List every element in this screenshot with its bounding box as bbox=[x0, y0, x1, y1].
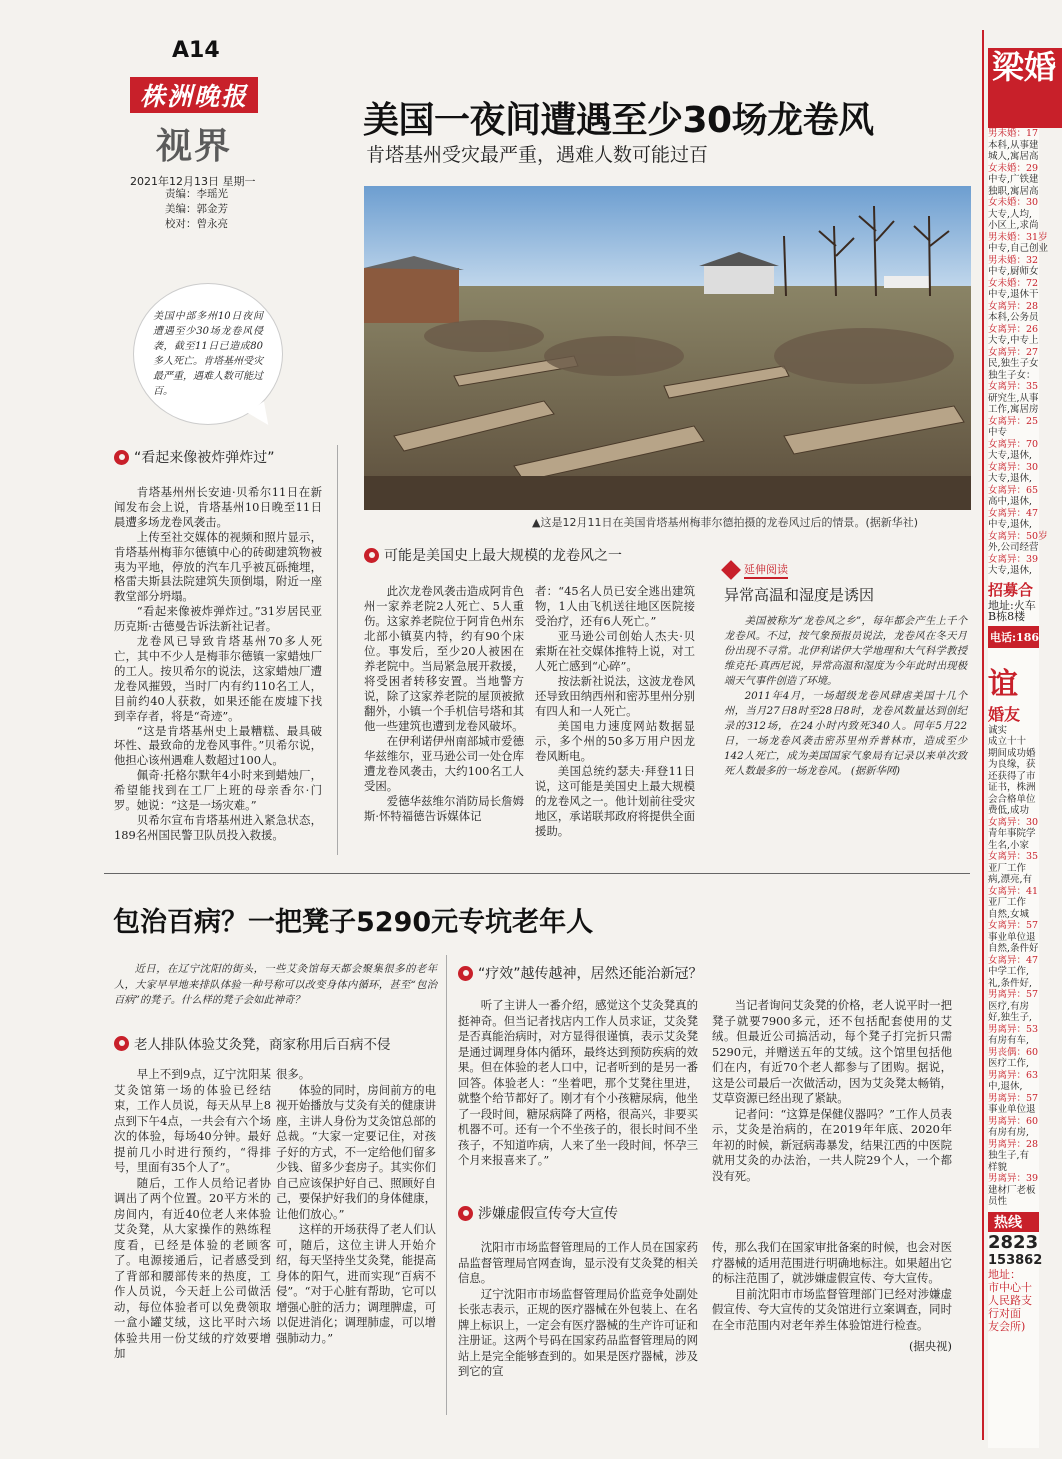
sidebar-hotline-label: 热线 bbox=[988, 1212, 1039, 1232]
sidebar-header2: 谊 bbox=[988, 666, 1018, 702]
sidebar-listing-row: 女离异：65 bbox=[988, 484, 1039, 496]
article-divider bbox=[104, 873, 970, 874]
column-divider bbox=[337, 445, 338, 855]
sidebar-listing-row: 中专,退休, bbox=[988, 519, 1033, 530]
article1-headline: 美国一夜间遭遇至少30场龙卷风 bbox=[363, 100, 874, 141]
sidebar-listing-row: 独职,寓居高 bbox=[988, 185, 1039, 197]
sidebar-listing-row: 民,独生子女 bbox=[988, 358, 1039, 369]
photo-caption: ▲这是12月11日在美国肯塔基州梅菲尔德拍摄的龙卷风过后的情景。(据新华社) bbox=[532, 516, 919, 529]
sidebar-listing-row: 男离异：39 bbox=[988, 1173, 1039, 1184]
sidebar-listing-row: 期间成功婚 bbox=[988, 747, 1036, 759]
sidebar-listing-row: 工作,寓居房 bbox=[988, 404, 1039, 415]
credit-designer: 美编：郭金芳 bbox=[165, 203, 228, 215]
sidebar-listing-row: 亚厂工作 bbox=[988, 897, 1027, 908]
sidebar-listing-row: 诚实 bbox=[988, 724, 1008, 736]
sidebar-listing-row: 女离异：25 bbox=[988, 415, 1039, 427]
sidebar-address-line: 市中心十 bbox=[988, 1280, 1032, 1294]
sidebar-listing-row: 事业单位退 bbox=[988, 931, 1036, 943]
paragraph: 在伊利诺伊州南部城市爱德华兹维尔，亚马逊公司一处仓库遭龙卷风袭击，大约100名工人受困。 bbox=[364, 734, 524, 793]
sidebar-listing-row: 女离异：47 bbox=[988, 507, 1039, 519]
sidebar-address-line: 友会所) bbox=[988, 1319, 1026, 1333]
paragraph: 这样的开场获得了老人们认可，随后，这位主讲人开始介绍，每天坚持坐艾灸凳，能提高身体的阳气，进而实现“百病不侵”。“对于心脏有帮助，它可以增强心脏的活力；调理脾虚，可以促进消化；调理肺虚，可以增强肺动力。” bbox=[276, 1222, 436, 1345]
paragraph: “这是肯塔基州史上最糟糕、最具破坏性、最致命的龙卷风事件。”贝希尔说，他担心该州遇难人数超过100人。 bbox=[114, 723, 322, 768]
sidebar-listing-row: 中专,退休干 bbox=[988, 289, 1039, 300]
sidebar-listing-row: 女离异：39 bbox=[988, 553, 1039, 565]
sidebar-listing-row: 样貌 bbox=[988, 1161, 1008, 1173]
paragraph: 者：“45名人员已安全逃出建筑物，1人由飞机送往地区医院接受治疗，还有6人死亡。” bbox=[535, 584, 695, 628]
section2-title: 可能是美国史上最大规模的龙卷风之一 bbox=[384, 548, 622, 564]
sidebar-listing-row: 青年事院学 bbox=[988, 828, 1036, 839]
sidebar-listing-row: 中学工作, bbox=[988, 966, 1030, 977]
section2-heading bbox=[364, 545, 622, 565]
sidebar-listing-row: 中专,广铁建 bbox=[988, 174, 1039, 185]
sidebar-phone: 电话:186 bbox=[988, 626, 1039, 648]
masthead-date: 2021年12月13日 星期一 bbox=[130, 175, 256, 188]
paragraph: (据央视) bbox=[908, 1339, 952, 1353]
credit-editor: 责编：李瑶光 bbox=[165, 188, 228, 200]
sidebar-listing-row: 独生子,有 bbox=[988, 1150, 1030, 1161]
sidebar-listing-row: 女离异：26 bbox=[988, 323, 1039, 335]
sidebar-address-line: 行对面 bbox=[988, 1306, 1021, 1320]
sidebar-listing-row: 大专,退休, bbox=[988, 450, 1033, 461]
tornado-aftermath-image bbox=[364, 186, 971, 510]
sidebar-listing-1 bbox=[988, 128, 1049, 577]
sidebar-listing-row: 中专,自己创业 bbox=[988, 243, 1049, 254]
sidebar-header1: 梁婚 bbox=[988, 48, 1062, 128]
a2-section2-heading bbox=[458, 963, 703, 983]
sidebar-listing-row: 女离异：28 bbox=[988, 300, 1039, 312]
sidebar-listing-row: 自然,条件好 bbox=[988, 943, 1039, 954]
sidebar-listing-row: 女离异：47 bbox=[988, 954, 1039, 966]
paragraph: 当记者询问艾灸凳的价格，老人说平时一把凳子就要7900多元，还不包括配套使用的艾绒。但最近公司搞活动，每个凳子打完折只需5290元，并赠送五年的艾绒。这个馆里包括他们在内，有近70个老人都参与了团购。据说，这是公司最后一次做活动，因为艾灸凳太畅销，艾草资源已经出现了紧缺。 bbox=[712, 998, 952, 1105]
sidebar-listing-row: 员性 bbox=[988, 1196, 1008, 1207]
sidebar-listing-row: 独生子女： bbox=[988, 369, 1036, 381]
sidebar-listing-row: 女未婚：29 bbox=[988, 162, 1039, 174]
tornado-photo bbox=[364, 186, 971, 510]
sidebar-listing-row: 男离异：63 bbox=[988, 1069, 1039, 1081]
sidebar-listing-row: 亚厂工作 bbox=[988, 862, 1027, 874]
sidebar-listing-row: 医疗,有房 bbox=[988, 1000, 1030, 1012]
paragraph: 贝希尔宣布肯塔基州进入紧急状态，189名州国民警卫队员投入救援。 bbox=[114, 812, 322, 842]
a2-section2-col2 bbox=[712, 998, 952, 1188]
a2-section3-heading bbox=[458, 1203, 618, 1223]
bullet-icon bbox=[458, 966, 473, 981]
bullet-icon bbox=[114, 1036, 129, 1051]
sidebar-listing-row: 高中,退休, bbox=[988, 496, 1033, 507]
sidebar-listing-row: 女离异：57 bbox=[988, 920, 1039, 931]
sidebar-listing-row: 男未婚：32 bbox=[988, 254, 1039, 266]
a2-section1-col1 bbox=[114, 1067, 271, 1415]
page-number: A14 bbox=[172, 38, 220, 63]
sidebar-listing-row: 中专 bbox=[988, 427, 1008, 438]
article1-section2-col2 bbox=[535, 584, 695, 852]
sidebar-listing-row: 男离异：57 bbox=[988, 1092, 1039, 1104]
sidebar-building: B栋8楼 bbox=[988, 610, 1026, 623]
a2-section1-heading bbox=[114, 1033, 391, 1053]
section1-heading bbox=[114, 447, 275, 467]
a2-section1-col2 bbox=[276, 1067, 436, 1415]
sidebar-listing-row: 女离异：27 bbox=[988, 346, 1039, 358]
section-label: 视界 bbox=[156, 125, 233, 167]
sidebar-listing-row: 外,公司经营 bbox=[988, 542, 1039, 553]
sidebar-listing-row: 中,退休, bbox=[988, 1081, 1023, 1092]
sidebar-listing-row: 男丧偶：60 bbox=[988, 1046, 1039, 1058]
sidebar-listing-row: 建材厂老板 bbox=[988, 1184, 1036, 1196]
sidebar-listing-row: 事业单位退 bbox=[988, 1104, 1036, 1115]
sidebar-listing-row: 女离异：30 bbox=[988, 816, 1039, 828]
credit-proofreader: 校对：曾永亮 bbox=[165, 218, 228, 230]
article2-intro: 近日，在辽宁沈阳的街头，一些艾灸馆每天都会聚集很多的老年人，大家早早地来排队体验一种号称可以改变身体内循环，甚至“包治百病”的凳子。什么样的凳子会如此神奇？ bbox=[114, 963, 437, 1006]
sidebar-listing-row: 大专,人均, bbox=[988, 208, 1033, 220]
sidebar-hotline1: 2823 bbox=[988, 1231, 1039, 1253]
article1-section2-col1 bbox=[364, 584, 524, 852]
paragraph: 目前沈阳市市场监督管理部门已经对涉嫌虚假宣传、夸大宣传的艾灸馆进行立案调查，同时在全市范围内对老年养生体验馆进行检查。 bbox=[712, 1286, 952, 1332]
paragraph: 上传至社交媒体的视频和照片显示，肯塔基州梅菲尔德镇中心的砖砌建筑物被夷为平地，停放的汽车几乎被瓦砾掩埋，格雷夫斯县法院建筑失顶倒塌，附近一座教堂部分坍塌。 bbox=[114, 529, 322, 604]
sidebar-listing-row: 好,独生子, bbox=[988, 1012, 1033, 1023]
sidebar-listing-2 bbox=[988, 725, 1039, 1208]
paragraph: 美国被称为“龙卷风之乡”，每年都会产生上千个龙卷风。不过，按气象预报员说法，龙卷风在冬天月份出现不寻常。北伊利诺伊大学地理和大气科学教授维克托·真西尼说，异常高温和湿度为今年此时出现极端天气事件创造了环境。 bbox=[724, 615, 967, 687]
paper-name: 株洲晚报 bbox=[139, 82, 248, 111]
sidebar-listing-row: 本科,公务员 bbox=[988, 312, 1039, 323]
bullet-icon bbox=[364, 548, 379, 563]
summary-text: 美国中部多州10日夜间遭遇至少30场龙卷风侵袭，截至11日已造成80多人死亡。肯塔基州受灾最严重，遇难人数可能过百。 bbox=[153, 311, 263, 397]
sidebar-listing-row: 为良缘，获 bbox=[988, 759, 1036, 770]
sidebar-listing-row: 费低,成功 bbox=[988, 805, 1030, 816]
sidebar bbox=[988, 48, 1057, 1448]
a2-section3-col1 bbox=[458, 1240, 698, 1410]
paragraph: 记者问：“这算是保健仪器吗？”工作人员表示，艾灸是治病的，在2019年年底、2020年年初的时候，新冠病毒暴发，结果江西的中医院就用艾灸的办法治，一共人院29个人，一个都没有死。 bbox=[712, 1106, 952, 1183]
sidebar-listing-row: 大专,退休, bbox=[988, 473, 1033, 484]
sidebar-listing-row: 生名,小家 bbox=[988, 839, 1030, 851]
sidebar-listing-row: 自然,女城 bbox=[988, 908, 1030, 920]
sidebar-hotline2: 153862 bbox=[988, 1252, 1043, 1268]
paragraph: 体验的同时，房间前方的电视开始播放与艾灸有关的健康讲座，主讲人身份为艾灸馆总部的总裁。“大家一定要记住，对孩子好的方式，不一定给他们留多少钱、留多少套房子。其实你们自己应该保护好自己、照顾好自己，要保护好我们的身体健康，让他们放心。” bbox=[276, 1082, 436, 1221]
sidebar-listing-row: 女未婚：72 bbox=[988, 277, 1039, 289]
paragraph: 爱德华兹维尔消防局长詹姆斯·怀特福德告诉媒体记 bbox=[364, 794, 524, 823]
sidebar-listing-row: 女离异：35 bbox=[988, 851, 1039, 862]
paragraph: 美国总统约瑟夫·拜登11日说，这可能是美国史上最大规模的龙卷风之一。他计划前往受灾地区，承诺联邦政府将提供全面援助。 bbox=[535, 764, 695, 838]
sidebar-listing-row: 礼,条件好, bbox=[988, 977, 1033, 989]
sidebar-listing-row: 男离异：60 bbox=[988, 1115, 1039, 1127]
paragraph: 美国电力速度网站数据显示，多个州的50多万用户因龙卷风断电。 bbox=[535, 719, 695, 763]
sidebar-header2-sub: 婚友 bbox=[988, 704, 1021, 724]
sidebar-listing-row: 男未婚：31岁 bbox=[988, 231, 1048, 243]
paragraph: “看起来像被炸弹炸过。”31岁居民亚历克斯·古德曼告诉法新社记者。 bbox=[114, 604, 322, 634]
sidebar-address-line: 人民路支 bbox=[988, 1293, 1032, 1307]
sidebar-listing-row: 女离异：35 bbox=[988, 381, 1039, 392]
column-divider bbox=[446, 955, 447, 1415]
sidebar-address2 bbox=[988, 1268, 1039, 1333]
sidebar-listing-row: 有房有车, bbox=[988, 1035, 1030, 1046]
sidebar-listing-row: 男离异：28 bbox=[988, 1138, 1039, 1150]
extended-label: 延伸阅读 bbox=[744, 561, 788, 579]
sidebar-address-line: 地址： bbox=[988, 1267, 1021, 1281]
bullet-icon bbox=[458, 1206, 473, 1221]
a2-section3-col2 bbox=[712, 1240, 952, 1410]
sidebar-listing-row: 病,漂亮,有 bbox=[988, 874, 1033, 885]
sidebar-listing-row: 证书，株洲 bbox=[988, 782, 1036, 793]
article1-section1-body bbox=[114, 485, 322, 857]
sidebar-listing-row: 女离异：50岁 bbox=[988, 530, 1048, 542]
sidebar-listing-row: 大专,中专上 bbox=[988, 335, 1039, 346]
sidebar-listing-row: 城人,寓居高 bbox=[988, 151, 1039, 162]
sidebar-listing-row: 还获得了市 bbox=[988, 770, 1036, 782]
sidebar-listing-row: 研究生,从事 bbox=[988, 392, 1039, 404]
article1-subheadline: 肯塔基州受灾最严重，遇难人数可能过百 bbox=[366, 144, 709, 166]
paragraph: 沈阳市市场监督管理局的工作人员在国家药品监督管理局官网查询，显示没有艾灸凳的相关信息。 bbox=[458, 1240, 698, 1285]
a2-section2-title: “疗效”越传越神，居然还能治新冠？ bbox=[478, 966, 703, 982]
sidebar-address: 地址:火车 bbox=[988, 598, 1036, 612]
sidebar-listing-row: 女离异：30 bbox=[988, 461, 1039, 473]
paragraph: 辽宁沈阳市市场监督管理局价监竞争处副处长张志表示，正规的医疗器械在外包装上、在名牌上标识上，一定会有医疗器械的生产许可证和注册证。这两个号码在国家药品监督管理局的网站上是完全能够查到的。如果是医疗器械，涉及到它的宣 bbox=[458, 1286, 698, 1378]
sidebar-listing-row: 中专,厨师女 bbox=[988, 266, 1039, 277]
paragraph: 肯塔基州州长安迪·贝希尔11日在新闻发布会上说，肯塔基州10日晚至11日晨遭多场龙卷风袭击。 bbox=[114, 485, 322, 529]
paragraph: 随后，工作人员给记者协调出了两个位置。20平方米的房间内，有近40位老人来体验艾灸凳，从大家操作的熟练程度看，已经是体验的老顾客了。电源接通后，记者感受到了背部和腰部传来的热度，工作人员说，今天赶上公司做活动，每位体验者可以免费领取一盒小罐艾绒，这比平时六场体验共用一份艾绒的疗效要增加 bbox=[114, 1175, 271, 1360]
paragraph: 听了主讲人一番介绍，感觉这个艾灸凳真的挺神奇。但当记者找店内工作人员求证，艾灸凳是否真能治病时，对方显得很谨慎，表示艾灸凳是通过调理身体内循环，最终达到预防疾病的效果。但在体验的老人口中，记者听到的是另一番回答。体验老人：“坐着吧，那个艾凳往里进，就整个给节都好了。刚才有个小孩糖尿病，他坐了一段时间，糖尿病降了两格，很高兴，非要买机器不可。还有一个不坐孩子的，很长时间不坐孩子，不知道咋病，人来了坐一段时间，怀孕三个月来报喜来了。” bbox=[458, 998, 698, 1167]
paper-logo bbox=[130, 77, 258, 113]
sidebar-listing-row: 女离异：70 bbox=[988, 438, 1039, 450]
section1-title: “看起来像被炸弹炸过” bbox=[134, 450, 275, 466]
paragraph: 按法新社说法，这波龙卷风还导致田纳西州和密苏里州分别有四人和一人死亡。 bbox=[535, 674, 695, 718]
sidebar-listing-row: 男未婚：17 bbox=[988, 128, 1039, 139]
bullet-icon bbox=[114, 450, 129, 465]
paragraph: 此次龙卷风袭击造成阿肯色州一家养老院2人死亡、5人重伤。这家养老院位于阿肯色州东北部小镇莫内特，约有90个床位。事发后，至少20人被困在养老院中。当局紧急展开救援，将受困者转移安置。当地警方说，除了这家养老院的屋顶被掀翻外，小镇一个手机信号塔和其他一些建筑也遭到龙卷风破坏。 bbox=[364, 584, 524, 733]
sidebar-listing-row: 本科,从事建 bbox=[988, 139, 1039, 151]
paragraph: 龙卷风已导致肯塔基州70多人死亡，其中不少人是梅菲尔德镇一家蜡烛厂的工人。按贝希尔的说法，这家蜡烛厂遭龙卷风摧毁，当时厂内有约110名工人，目前约40人获救，如果还能在废墟下找到幸存者，将是“奇迹”。 bbox=[114, 634, 322, 723]
article2-headline: 包治百病？一把凳子5290元专坑老年人 bbox=[113, 907, 594, 938]
sidebar-listing-row: 大专,退休, bbox=[988, 565, 1033, 576]
sidebar-recruit: 招募合 bbox=[988, 580, 1034, 599]
paragraph: 很多。 bbox=[276, 1067, 311, 1081]
extended-reading-tag bbox=[724, 561, 788, 579]
a2-section1-title: 老人排队体验艾灸凳，商家称用后百病不侵 bbox=[134, 1037, 391, 1053]
paragraph: 佩奇·托格尔默年4小时来到蜡烛厂，希望能找到在工厂上班的母亲香尔·门罗。她说：“这是一场灾难。” bbox=[114, 768, 322, 813]
pen-icon bbox=[721, 560, 741, 580]
sidebar-listing-row: 女未婚：30 bbox=[988, 197, 1039, 208]
paragraph: 传，那么我们在国家审批备案的时候，也会对医疗器械的适用范围进行明确地标注。如果超出它的标注范围了，就涉嫌虚假宣传、夸大宣传。 bbox=[712, 1240, 952, 1285]
sidebar-listing-row: 男离异：53 bbox=[988, 1023, 1039, 1035]
extended-body bbox=[724, 614, 967, 856]
sidebar-listing-row: 女离异：41 bbox=[988, 885, 1039, 897]
paragraph: 2011年4月，一场超级龙卷风肆虐美国十几个州，当月27日8时至28日8时，龙卷风数量达到创纪录的312场，在24小时内致死340人。同年5月22日，一场龙卷风袭击密苏里州乔普林市，造成至少142人死亡，成为美国国家气象局有记录以来单次致死人数最多的一场龙卷风。 (据新华网) bbox=[724, 690, 967, 777]
sidebar-listing-row: 医疗工作, bbox=[988, 1058, 1030, 1069]
sidebar-listing-row: 有房有房, bbox=[988, 1127, 1030, 1138]
paragraph: 亚马逊公司创始人杰夫·贝索斯在社交媒体推特上说，对工人死亡感到“心碎”。 bbox=[535, 629, 695, 673]
paragraph: 早上不到9点，辽宁沈阳某艾灸馆第一场的体验已经结束，工作人员说，每天从早上8点到下午4点，一共会有六个场次的体验，每场40分钟。最好提前几小时进行预约，“得排号，里面有35个人了”。 bbox=[114, 1067, 271, 1174]
a2-section3-title: 涉嫌虚假宣传夸大宣传 bbox=[478, 1206, 618, 1222]
sidebar-listing-row: 小区上,求尚 bbox=[988, 220, 1039, 231]
sidebar-listing-row: 会合格单位 bbox=[988, 793, 1036, 805]
extended-title: 异常高温和湿度是诱因 bbox=[724, 586, 875, 604]
sidebar-listing-row: 男离异：57 bbox=[988, 989, 1039, 1000]
sidebar-border bbox=[982, 30, 984, 1440]
sidebar-listing-row: 成立十十 bbox=[988, 736, 1027, 747]
a2-section2-col1 bbox=[458, 998, 698, 1188]
